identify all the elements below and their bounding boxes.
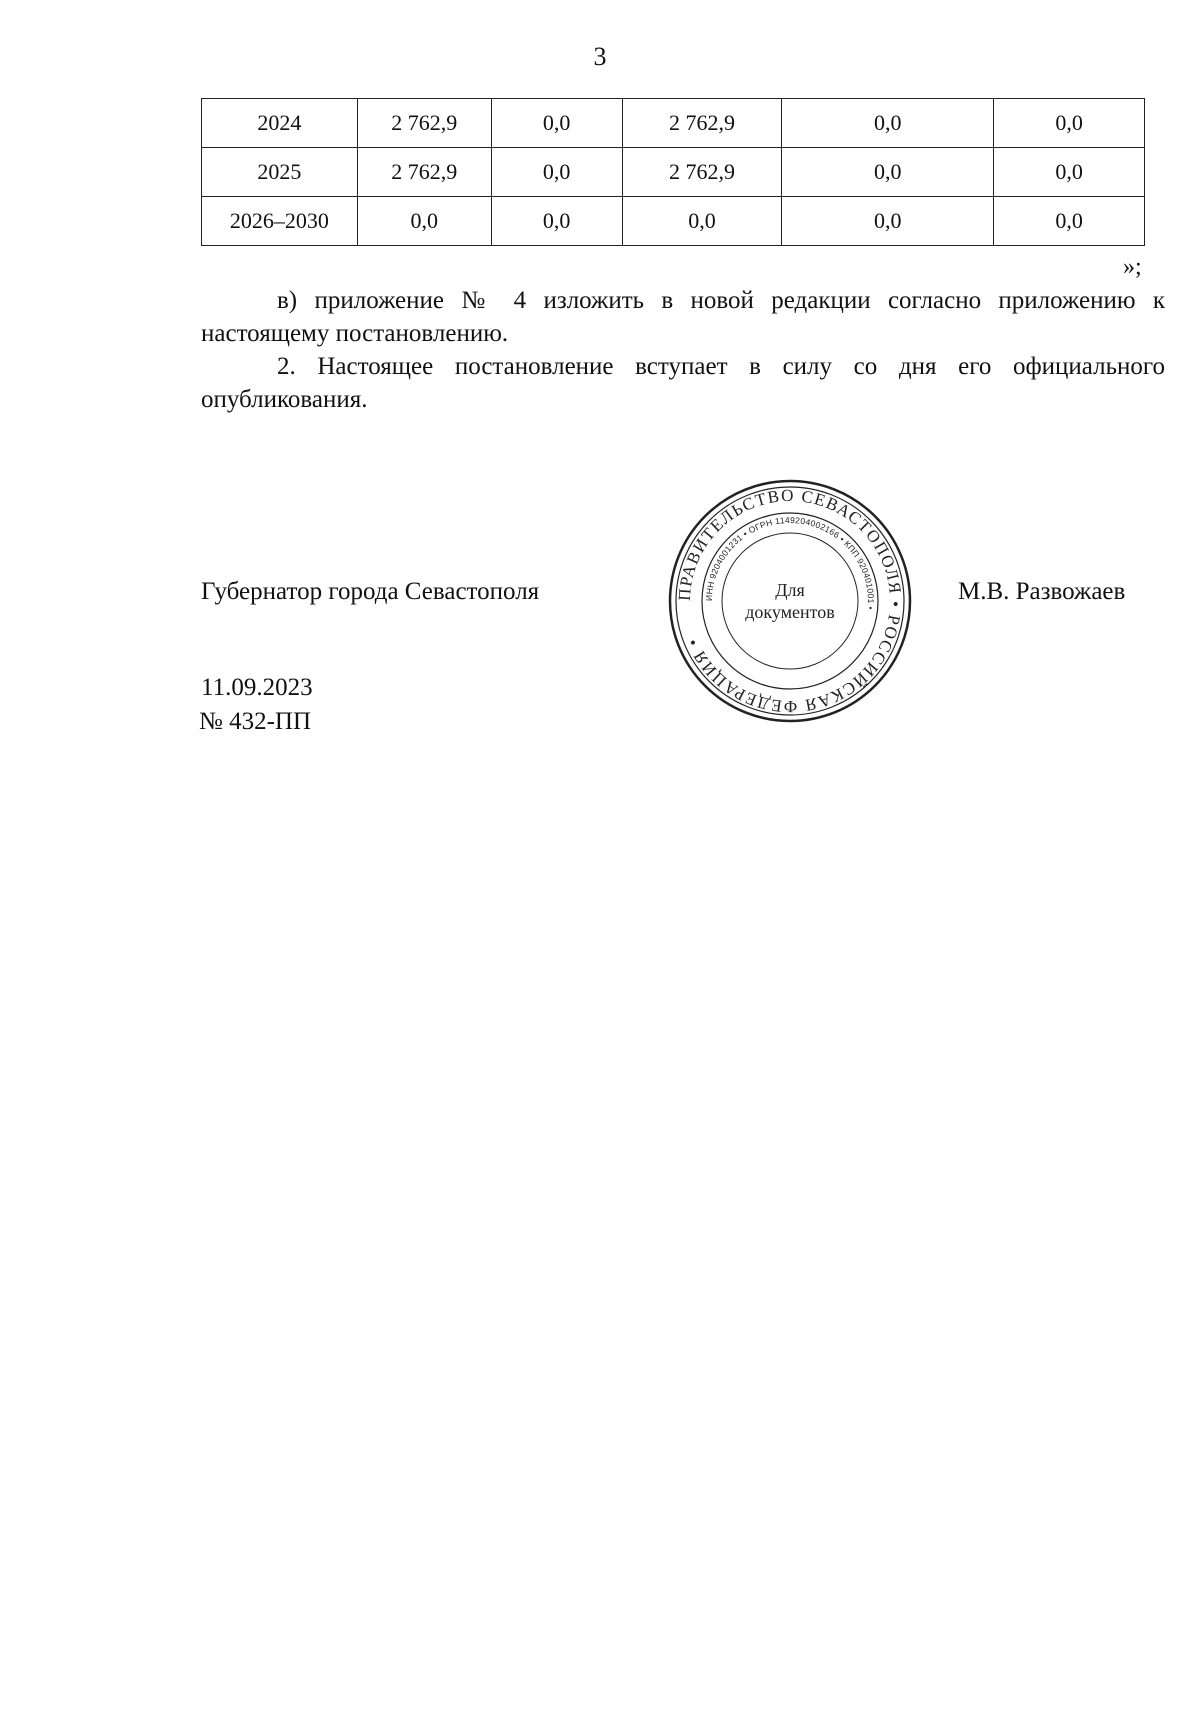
- table-cell: 0,0: [491, 197, 622, 246]
- table-cell: 2025: [202, 148, 358, 197]
- table-cell: 0,0: [994, 99, 1145, 148]
- table-row: [202, 197, 1145, 246]
- table-cell: 0,0: [994, 148, 1145, 197]
- table-cell: 2024: [202, 99, 358, 148]
- table-cell: 0,0: [357, 197, 491, 246]
- table-cell: 2 762,9: [622, 99, 782, 148]
- seal-inner-text: ИНН 9204001231 • ОГРН 1149204002166 • КПП 920401001 •: [703, 514, 877, 611]
- table-cell: 0,0: [782, 99, 994, 148]
- table-cell: 2 762,9: [357, 99, 491, 148]
- table-cell: 0,0: [994, 197, 1145, 246]
- page-number: 3: [593, 42, 607, 71]
- table-cell: 0,0: [491, 99, 622, 148]
- official-seal-stamp: [667, 478, 913, 724]
- document-number: № 432-ПП: [199, 708, 312, 735]
- table-cell: 0,0: [622, 197, 782, 246]
- document-date: 11.09.2023: [201, 674, 313, 701]
- seal-center-line1: Для: [775, 580, 805, 600]
- table-cell: 0,0: [491, 148, 622, 197]
- table-row: [202, 148, 1145, 197]
- seal-center-line2: документов: [745, 602, 835, 622]
- table-cell: 0,0: [782, 197, 994, 246]
- seal-outer-text: ПРАВИТЕЛЬСТВО СЕВАСТОПОЛЯ • РОССИЙСКАЯ ФЕДЕРАЦИЯ •: [674, 485, 906, 717]
- signatory-title: Губернатор города Севастополя: [201, 578, 540, 605]
- paragraph-appendix: в) приложение № 4 изложить в новой редакции согласно приложению к настоящему постановлению.: [201, 287, 1165, 347]
- financing-table: [201, 98, 1145, 246]
- table-cell: 0,0: [782, 148, 994, 197]
- paragraph-effective: 2. Настоящее постановление вступает в силу со дня его официального опубликования.: [201, 353, 1165, 413]
- table-cell: 2 762,9: [622, 148, 782, 197]
- table-row: [202, 99, 1145, 148]
- table-cell: 2 762,9: [357, 148, 491, 197]
- signatory-name: М.В. Развожаев: [958, 578, 1126, 605]
- table-cell: 2026–2030: [202, 197, 358, 246]
- closing-quote: »;: [1123, 254, 1142, 280]
